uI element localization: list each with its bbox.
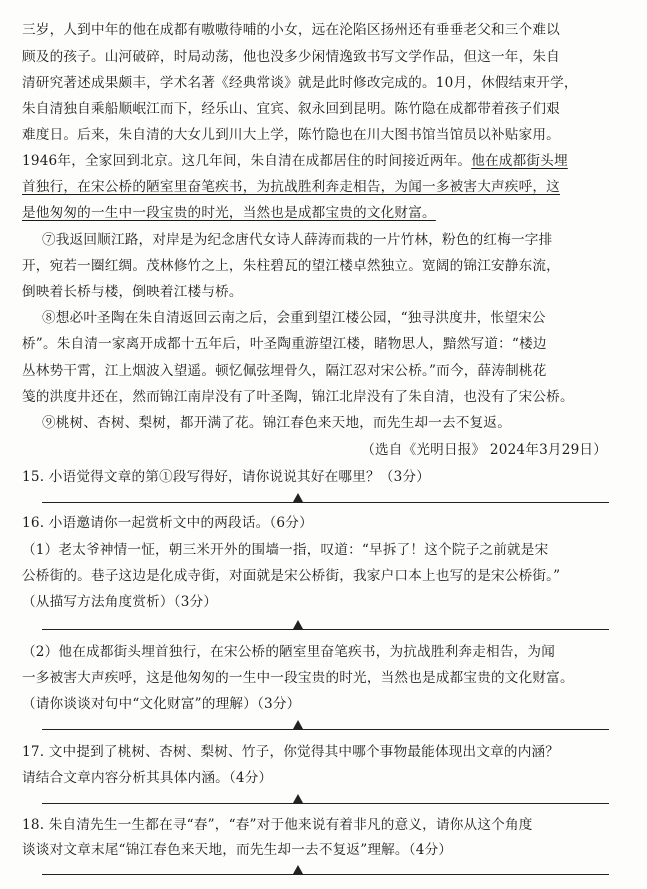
paragraph-7-line: ⑦我返回顺江路，对岸是为纪念唐代女诗人薛涛而栽的一片竹林，粉色的红梅一字排 xyxy=(42,232,553,248)
question-18-line: 谈谈对文章末尾“锦江春色来天地，而先生却一去不复返”理解。（4分） xyxy=(22,842,453,858)
article-line xyxy=(22,151,629,171)
article-line xyxy=(22,203,629,223)
question-16-1-line: 公桥街的。巷子这边是化成寺街，对面就是宋公桥街，我家户口本上也写的是宋公桥街。” xyxy=(22,568,561,584)
answer-line[interactable] xyxy=(42,502,609,503)
question-16-2-line: （2）他在成都街头埋首独行，在宋公桥的陋室里奋笔疾书，为抗战胜利奔走相告，为闻 xyxy=(22,644,556,660)
question-15: 15. 小语觉得文章的第①段写得好，请你说说其好在哪里？（3分） xyxy=(22,469,431,485)
article-line: 朱自清独自乘船顺岷江而下，经乐山、宜宾、叙永回到昆明。陈竹隐在成都带着孩子们艰 xyxy=(22,101,560,117)
paragraph-8-line: 丛林势干霄，江上烟波入望遥。顿忆佩弦埋骨久，隔江忍对宋公桥。”而今，薛涛制桃花 xyxy=(22,363,547,379)
answer-marker-icon xyxy=(293,794,303,803)
answer-line[interactable] xyxy=(42,803,609,804)
underlined-sentence: 他在成都街头埋 xyxy=(471,153,568,169)
paragraph-8-line: ⑧想必叶圣陶在朱自清返回云南之后，会重到望江楼公园，“独寻洪度井，怅望宋公 xyxy=(42,310,546,326)
answer-line[interactable] xyxy=(42,629,609,630)
article-line: 顾及的孩子。山河破碎，时局动荡，他也没多少闲情逸致书写文学作品，但这一年，朱自 xyxy=(22,49,560,65)
question-17-line: 17. 文中提到了桃树、杏树、梨树、竹子，你觉得其中哪个事物最能体现出文章的内涵？ xyxy=(22,744,560,760)
answer-line[interactable] xyxy=(42,874,609,875)
question-16: 16. 小语邀请你一起赏析文中的两段话。（6分） xyxy=(22,515,313,531)
answer-marker-icon xyxy=(293,493,303,502)
question-18-line: 18. 朱自清先生一生都在寻“春”，“春”对于他来说有着非凡的意义，请你从这个角度 xyxy=(22,817,533,833)
underlined-sentence: 是他匆匆的一生中一段宝贵的时光，当然也是成都宝贵的文化财富。 xyxy=(22,205,436,221)
source-citation: （选自《光明日报》 2024年3月29日） xyxy=(361,442,607,458)
article-line: 难度日。后来，朱自清的大女儿到川大上学，陈竹隐也在川大图书馆当馆员以补贴家用。 xyxy=(22,127,560,143)
article-text: 1946年，全家回到北京。这几年间，朱自清在成都居住的时间接近两年。 xyxy=(22,153,472,169)
article-line: 清研究著述成果颇丰，学术名著《经典常谈》就是此时修改完成的。10月，休假结束开学， xyxy=(22,75,578,91)
paragraph-8-line: 笺的洪度井还在，然而锦江南岸没有了叶圣陶，锦江北岸没有了朱自清，也没有了宋公桥。 xyxy=(22,389,574,405)
question-16-2-line: （请你谈谈对句中“文化财富”的理解）（3分） xyxy=(22,696,301,712)
article-line: 三岁，人到中年的他在成都有嗷嗷待哺的小女，远在沦陷区扬州还有垂垂老父和三个难以 xyxy=(22,22,560,38)
answer-marker-icon xyxy=(293,620,303,629)
question-16-2-line: 一多被害大声疾呼，这是他匆匆的一生中一段宝贵的时光，当然也是成都宝贵的文化财富。 xyxy=(22,670,574,686)
answer-marker-icon xyxy=(293,720,303,729)
answer-marker-icon xyxy=(293,865,303,874)
question-16-1-line: （从描写方法角度赏析）（3分） xyxy=(22,594,218,610)
question-17-line: 请结合文章内容分析其具体内涵。（4分） xyxy=(22,770,273,786)
answer-line[interactable] xyxy=(42,729,609,730)
paragraph-8-line: 桥”。朱自清一家离开成都十五年后，叶圣陶重游望江楼，睹物思人，黯然写道：“楼边 xyxy=(22,336,547,352)
paragraph-9: ⑨桃树、杏树、梨树，都开满了花。锦江春色来天地，而先生却一去不复返。 xyxy=(42,415,511,431)
underlined-sentence: 首独行，在宋公桥的陋室里奋笔疾书，为抗战胜利奔走相告，为闻一多被害大声疾呼，这 xyxy=(22,179,560,195)
paragraph-7-line: 开，宛若一圈红绸。茂林修竹之上，朱柱碧瓦的望江楼卓然独立。宽阔的锦江安静东流， xyxy=(22,258,560,274)
paragraph-7-line: 倒映着长桥与楼，倒映着江楼与桥。 xyxy=(22,284,243,300)
question-16-1-line: （1）老太爷神情一怔，朝三米开外的围墙一指，叹道：“早拆了！这个院子之前就是宋 xyxy=(22,542,549,558)
